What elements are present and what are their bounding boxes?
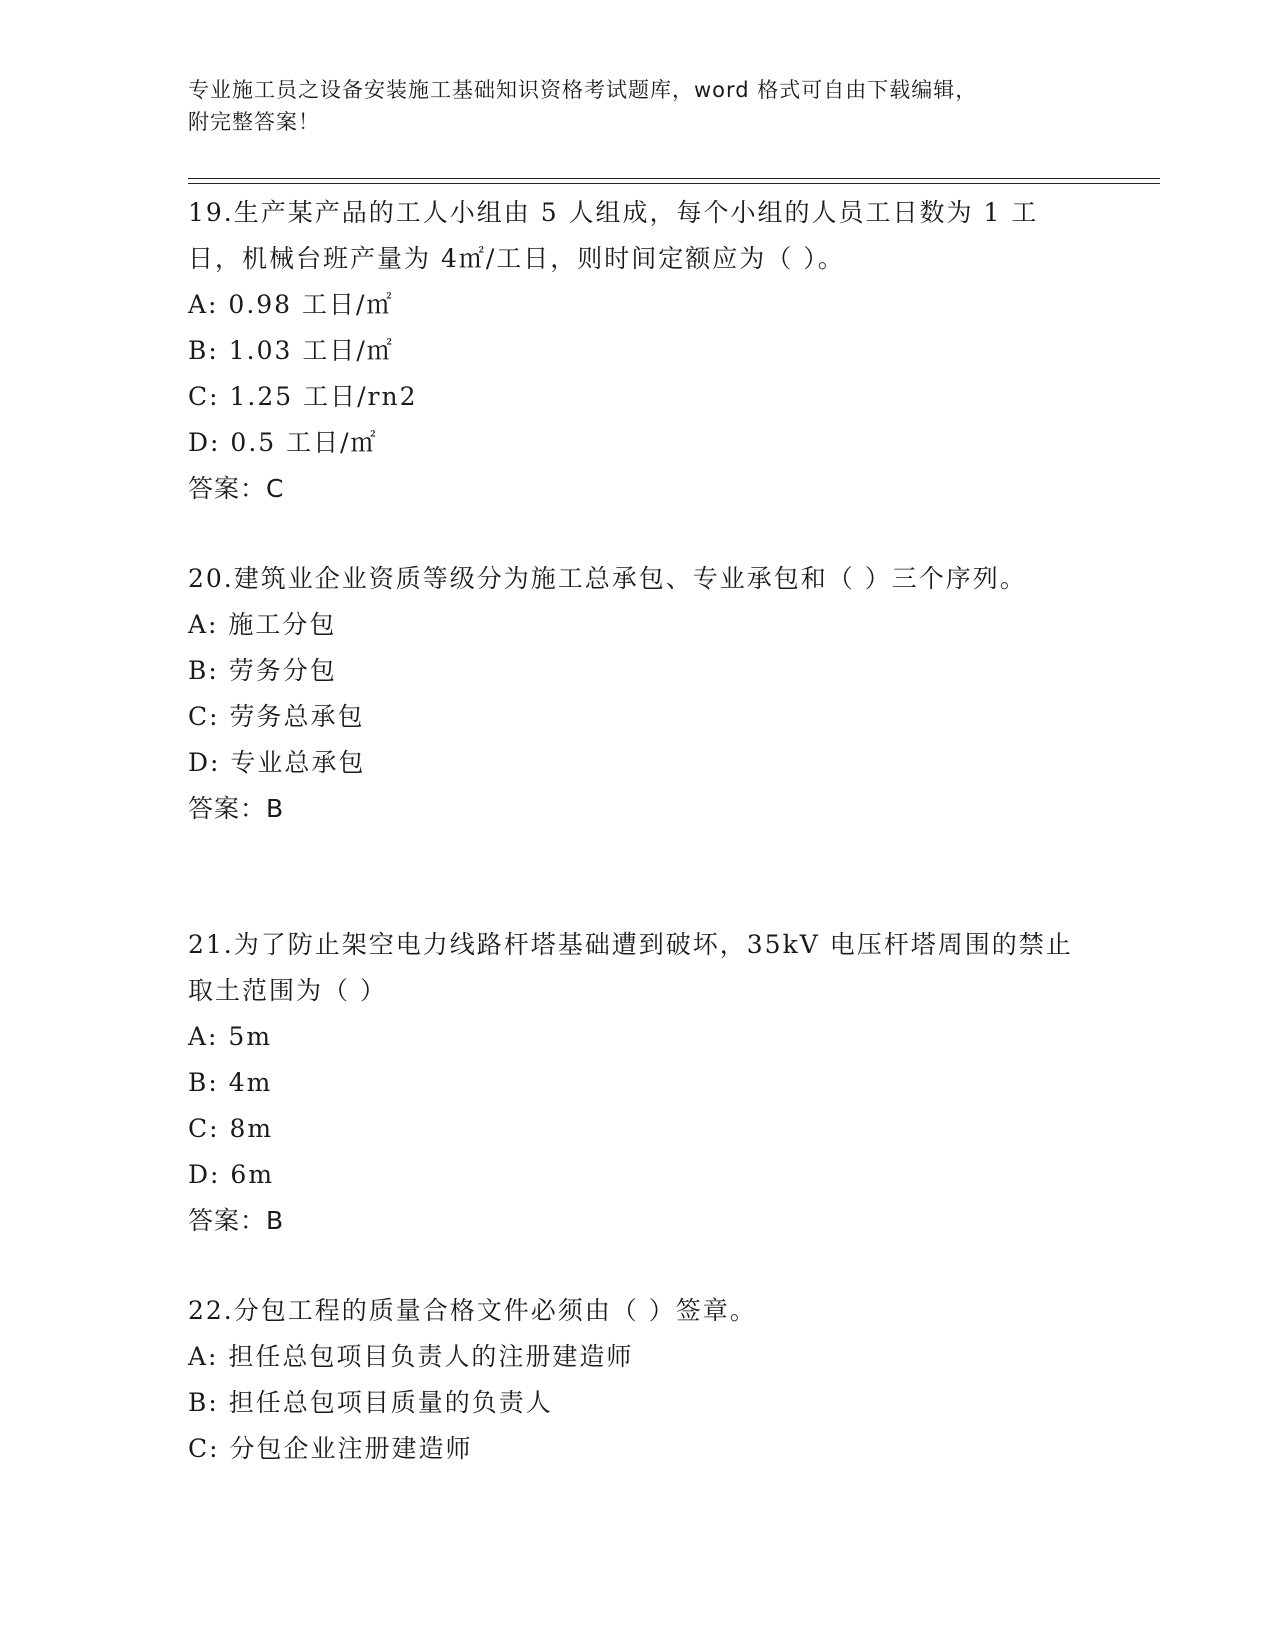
question-stem: 21.为了防止架空电力线路杆塔基础遭到破坏，35kV 电压杆塔周围的禁止取土范围为（ ）: [188, 930, 1073, 1005]
option-b: B: 担任总包项目质量的负责人: [188, 1388, 553, 1417]
header-line-1: 专业施工员之设备安装施工基础知识资格考试题库，word 格式可自由下载编辑，: [188, 78, 978, 102]
document-header: [188, 74, 1088, 138]
option-c: C: 1.25 工日/rn2: [188, 382, 418, 411]
question-21: [188, 922, 1088, 1244]
question-stem: 22.分包工程的质量合格文件必须由（ ）签章。: [188, 1296, 757, 1325]
answer: 答案：B: [188, 1206, 285, 1235]
option-a: A: 5m: [188, 1022, 273, 1051]
question-20: [188, 556, 1088, 832]
option-b: B: 1.03 工日/㎡: [188, 336, 394, 365]
header-line-2: 附完整答案！: [188, 110, 320, 134]
question-stem: 19.生产某产品的工人小组由 5 人组成，每个小组的人员工日数为 1 工日，机械台班产量为 4㎡/工日，则时间定额应为（ ）。: [188, 198, 1039, 273]
answer: 答案：B: [188, 794, 285, 823]
option-b: B: 劳务分包: [188, 656, 337, 685]
option-c: C: 8m: [188, 1114, 274, 1143]
option-d: D: 6m: [188, 1160, 275, 1189]
header-divider-bottom: [188, 183, 1160, 184]
question-19: [188, 190, 1088, 512]
option-d: D: 专业总承包: [188, 748, 366, 777]
option-c: C: 分包企业注册建造师: [188, 1434, 473, 1463]
answer: 答案：C: [188, 474, 285, 503]
option-c: C: 劳务总承包: [188, 702, 365, 731]
option-d: D: 0.5 工日/㎡: [188, 428, 378, 457]
option-a: A: 担任总包项目负责人的注册建造师: [188, 1342, 634, 1371]
option-b: B: 4m: [188, 1068, 273, 1097]
option-a: A: 0.98 工日/㎡: [188, 290, 394, 319]
question-stem: 20.建筑业企业资质等级分为施工总承包、专业承包和（ ）三个序列。: [188, 564, 1027, 593]
option-a: A: 施工分包: [188, 610, 337, 639]
header-divider-top: [188, 178, 1160, 179]
question-22: [188, 1288, 1088, 1472]
